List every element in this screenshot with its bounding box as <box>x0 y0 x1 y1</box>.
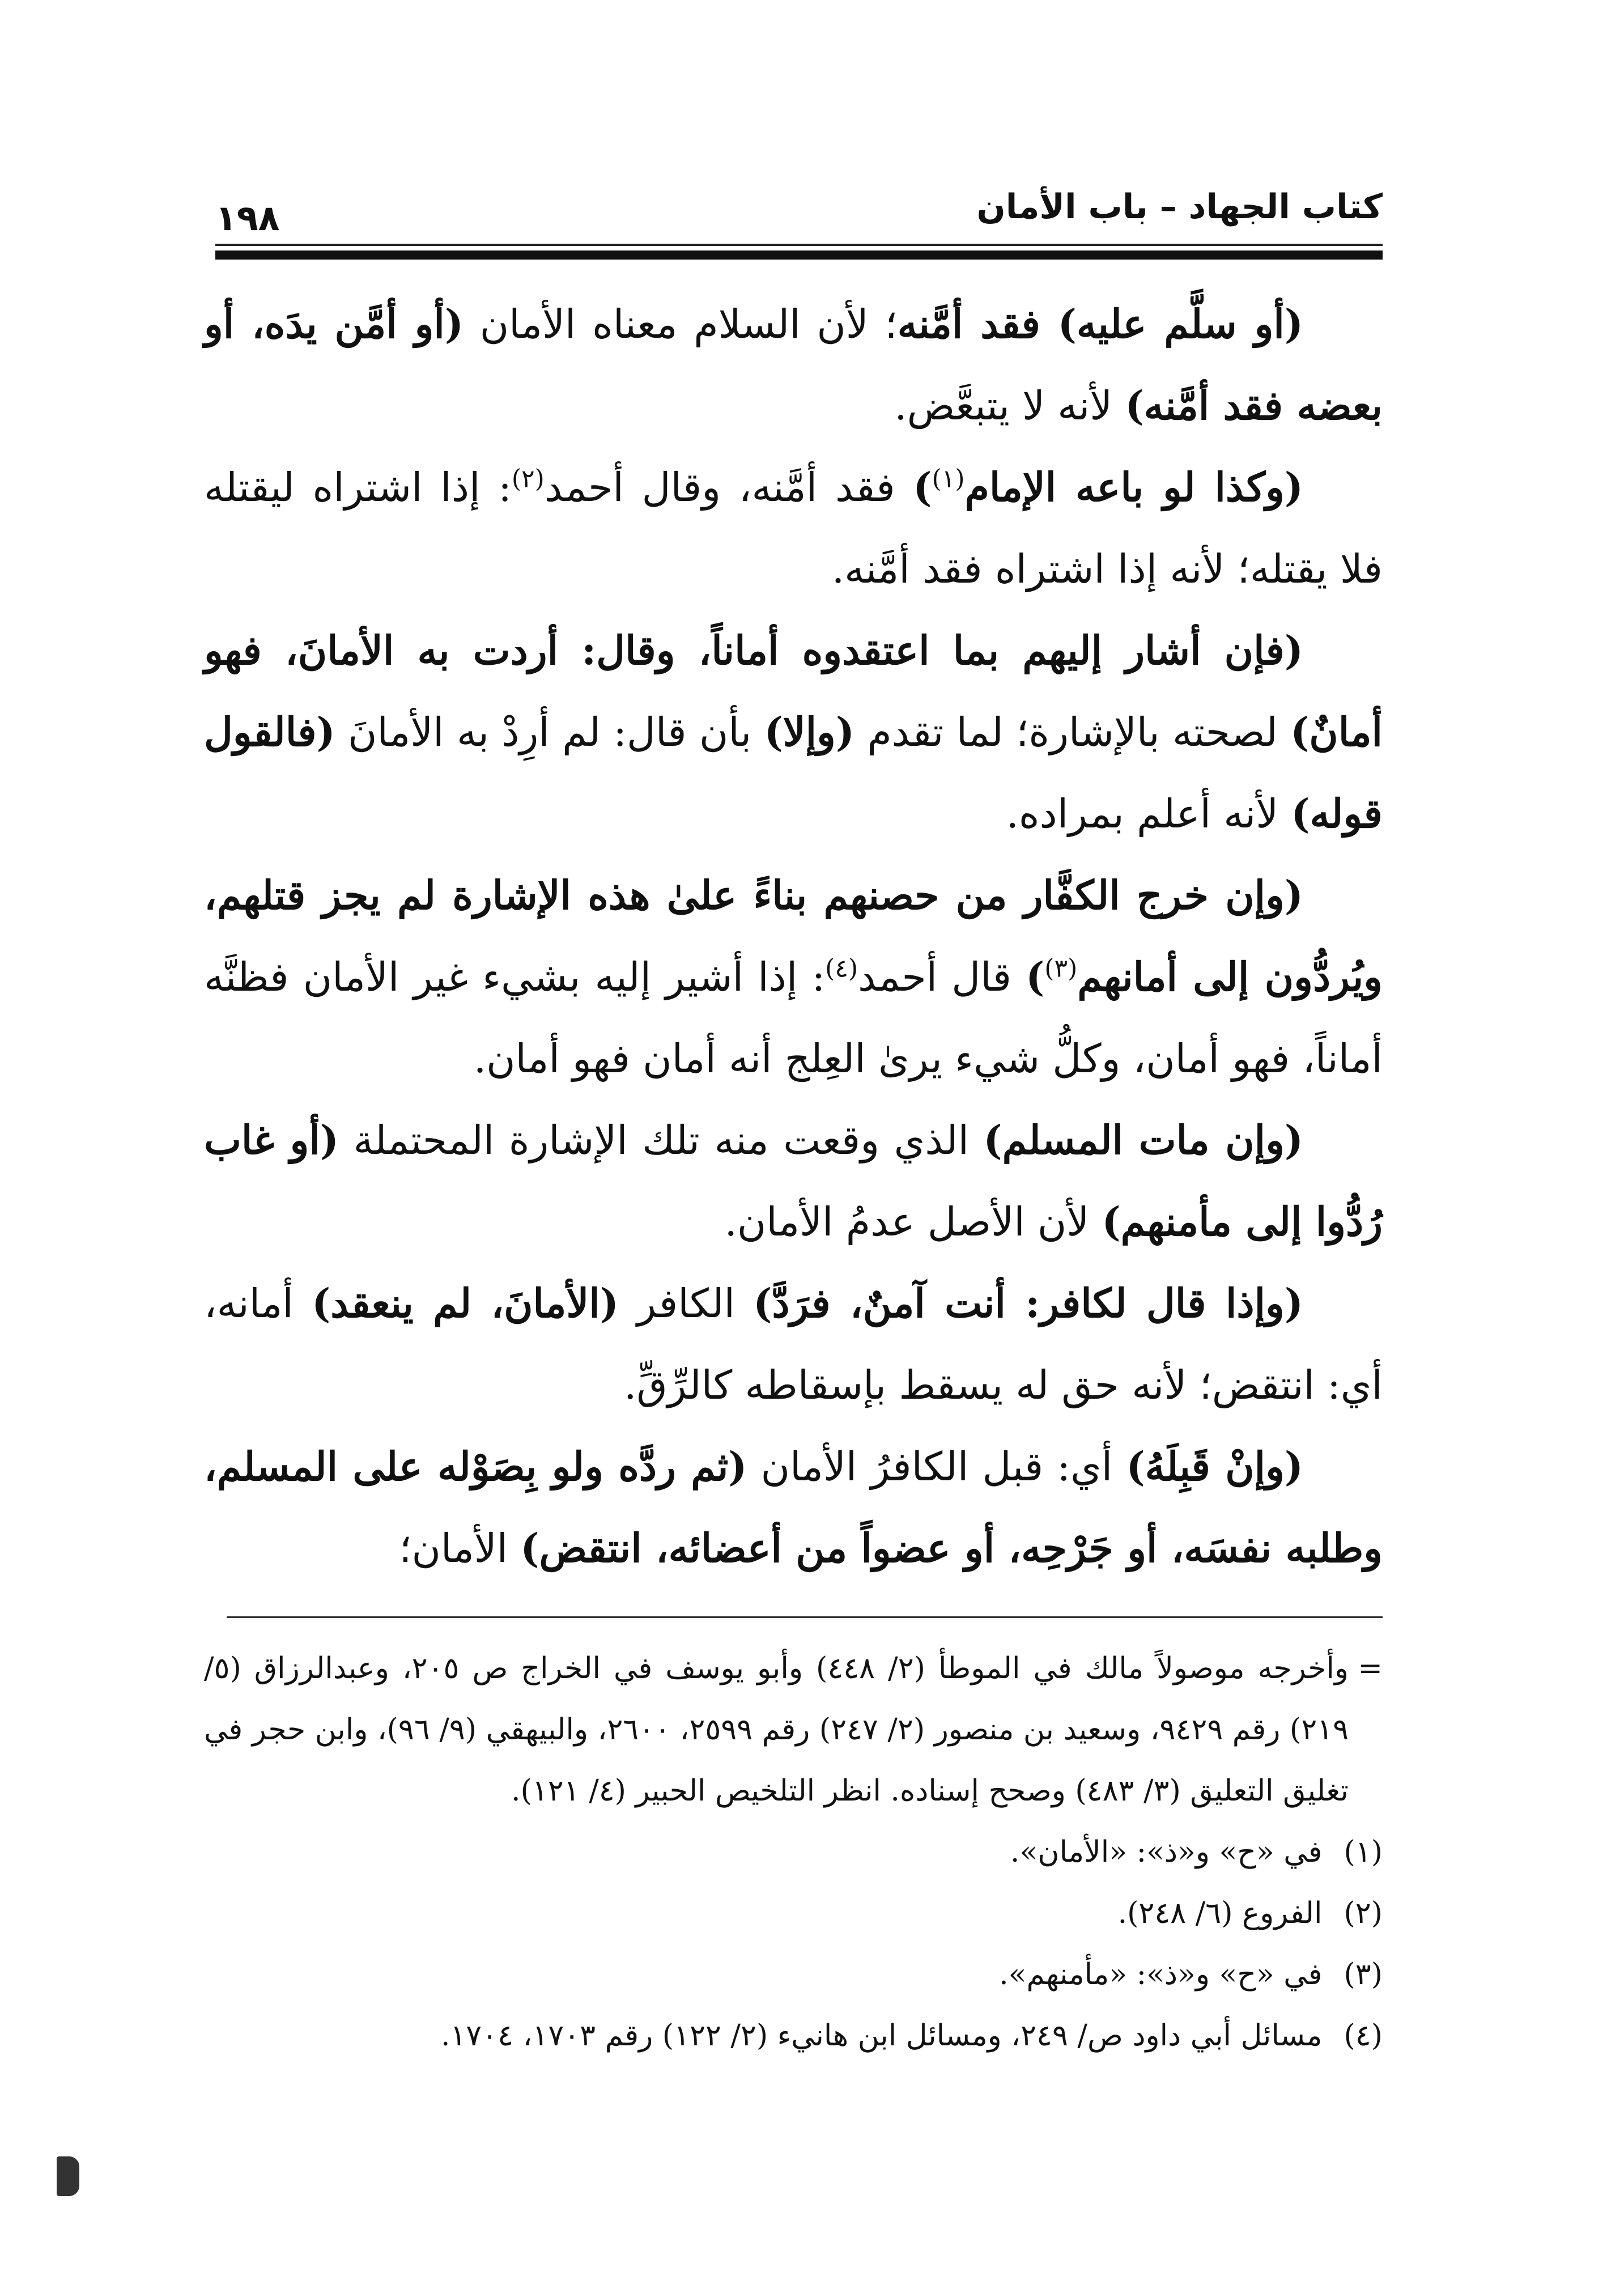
footnote-ref: (١) <box>932 464 965 494</box>
matn-text: ) <box>1026 953 1045 1000</box>
scan-corner-mark <box>57 2156 79 2196</box>
paragraph <box>204 283 1383 447</box>
commentary-text: : إذا اشتراه ليقتله فلا يقتله؛ لأنه إذا اشتراه فقد أمَّنه. <box>204 464 1383 592</box>
footnote-text: مسائل أبي داود ص/ ٢٤٩، ومسائل ابن هانيء (٢/ ١٢٢) رقم ١٧٠٣، ١٧٠٤. <box>440 2019 1323 2053</box>
footnote-text: الفروع (٦/ ٢٤٨). <box>1117 1896 1323 1930</box>
commentary-text: قال أحمد <box>858 954 1026 1000</box>
matn-text: (ثم ردَّه ولو بِصَوْله على المسلم، وطلبه نفسَه، أو جَرْحِه، أو عضواً من أعضائه، انتقض) <box>204 1443 1383 1572</box>
matn-text: (فالقول قوله) <box>204 708 1383 837</box>
paragraph <box>204 1263 1383 1426</box>
matn-text: (الأمانَ، لم ينعقد) <box>312 1280 619 1327</box>
footnote-text: وأخرجه موصولاً مالك في الموطأ (٢/ ٤٤٨) وأبو يوسف في الخراج ص ٢٠٥، وعبدالرزاق (٥/ ٢١٩) رقم ٩٤٢٩، وسعيد بن منصور (٢/ ٢٤٧) رقم ٢٥٩٩، ٢٦٠٠، والبيهقي (٩/ ٩٦)، وابن حجر في تغليق التعليق (٣/ ٤٨٣) وصحح إسناده. انظر التلخيص الحبير (٤/ ١٢١). <box>204 1651 1349 1808</box>
footnote-number: (٤) <box>1344 2019 1383 2053</box>
chapter-title: كتاب الجهاد – باب الأمان <box>976 187 1383 227</box>
matn-text: (وكذا لو باعه الإمام <box>964 464 1303 511</box>
footnote-ref: (٢) <box>511 464 545 494</box>
page-number: ١٩٨ <box>215 197 280 239</box>
matn-text: (وإن مات المسلم) <box>983 1116 1303 1164</box>
footnote <box>204 1821 1383 1883</box>
commentary-text: لأن الأصل عدمُ الأمان. <box>724 1199 1102 1245</box>
commentary-text: الذي وقعت منه تلك الإشارة المحتملة <box>338 1117 984 1164</box>
footnote-text: في «ح» و«ذ»: «الأمان». <box>1010 1835 1323 1869</box>
paragraph <box>204 1426 1383 1589</box>
footnote-number: (٣) <box>1344 1957 1383 1991</box>
paragraph <box>204 855 1383 1099</box>
matn-text: (أو سلَّم عليه) فقد أمَّنه <box>897 300 1303 347</box>
footnote <box>204 1944 1383 2005</box>
commentary-text: لصحته بالإشارة؛ لما تقدم <box>854 709 1291 755</box>
matn-text: (فإن أشار إليهم بما اعتقدوه أماناً، وقال: أردت به الأمانَ، فهو أمانٌ) <box>204 627 1383 755</box>
footnote-ref: (٣) <box>1044 954 1078 983</box>
commentary-text: لأنه أعلم بمراده. <box>1006 791 1291 837</box>
paragraph <box>204 610 1383 855</box>
header-rule-thick <box>215 250 1383 260</box>
running-header <box>215 170 1383 249</box>
continuation-marker: = <box>1358 1651 1383 1685</box>
commentary-text: : إذا أشير إليه بشيء غير الأمان فظنَّه أماناً، فهو أمان، وكلُّ شيء يرىٰ العِلج أنه أمان فهو أمان. <box>204 954 1383 1082</box>
matn-text: (أو أمَّن يدَه، أو بعضه فقد أمَّنه) <box>204 300 1383 429</box>
footnote-ref: (٤) <box>825 954 858 983</box>
main-text <box>204 283 1383 1589</box>
commentary-text: أي: قبل الكافرُ الأمان <box>747 1443 1126 1490</box>
matn-text: (وإلا) <box>764 708 854 755</box>
footnote-continuation <box>204 1638 1383 1821</box>
commentary-text: أمانه، أي: انتقض؛ لأنه حق له يسقط بإسقاطه كالرِّقِّ. <box>204 1280 1383 1408</box>
matn-text: (وإذا قال لكافر: أنت آمنٌ، فرَدَّ) <box>753 1280 1303 1327</box>
footnotes <box>204 1638 1383 2066</box>
paragraph <box>204 1099 1383 1263</box>
footnote-text: في «ح» و«ذ»: «مأمنهم». <box>999 1957 1323 1991</box>
matn-text: (أو غاب رُدُّوا إلى مأمنهم) <box>204 1116 1383 1245</box>
commentary-text: لأنه لا يتبعَّض. <box>894 383 1125 429</box>
commentary-text: بأن قال: لم أرِدْ به الأمانَ <box>335 709 764 755</box>
header-rule-thin <box>215 244 1383 246</box>
matn-text: ) <box>913 464 932 511</box>
footnote <box>204 2005 1383 2066</box>
footnote-number: (٢) <box>1344 1896 1383 1930</box>
commentary-text: الأمان؛ <box>399 1525 521 1572</box>
commentary-text: الكافر <box>618 1280 754 1327</box>
footnote-separator <box>227 1616 1383 1618</box>
footnote-number: (١) <box>1344 1835 1383 1869</box>
commentary-text: فقد أمَّنه، وقال أحمد <box>544 464 913 511</box>
matn-text: (وإن خرج الكفَّار من حصنهم بناءً علىٰ هذه الإشارة لم يجز قتلهم، ويُردُّون إلى أمانهم <box>204 872 1383 1000</box>
commentary-text: ؛ لأن السلام معناه الأمان <box>464 301 898 347</box>
footnote <box>204 1883 1383 1944</box>
paragraph <box>204 447 1383 610</box>
matn-text: (وإنْ قَبِلَهُ) <box>1126 1443 1303 1490</box>
